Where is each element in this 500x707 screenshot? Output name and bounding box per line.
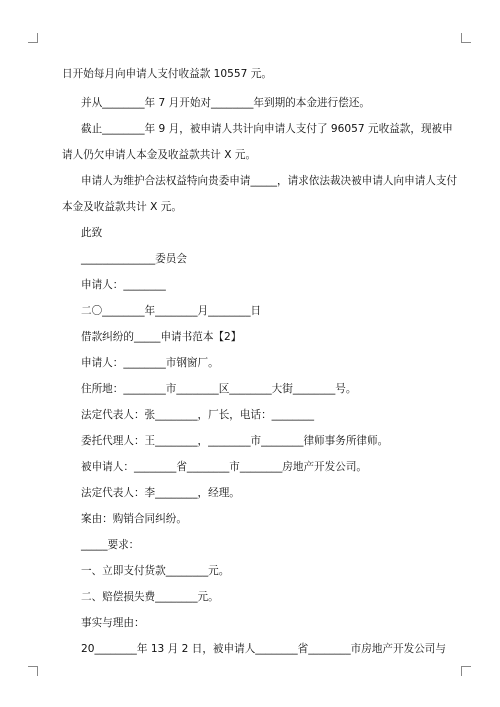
document-line: 20________年 13 月 2 日，被申请人________省________市房地产开发公司与 [81,643,446,655]
document-line: 申请人：________市钢窗厂。 [81,357,219,369]
document-line: 日开始每月向申请人支付收益款 10557 元。 [62,68,272,80]
document-line: _____要求： [81,539,140,551]
document-line: 事实与理由： [81,617,145,629]
document-line: 申请人：________ [81,279,166,291]
document-line: 本金及收益款共计 X 元。 [62,201,182,213]
page-corner-mark-top-right [461,33,471,43]
document-line: 此致 [81,227,103,239]
page-corner-mark-bottom-right [461,666,471,676]
document-line: 借款纠纷的_____申请书范本【2】 [81,331,242,343]
document-line: 委托代理人：王________，________市________律师事务所律师。 [81,435,389,447]
document-line: ______________委员会 [81,253,187,265]
document-line: 并从________年 7 月开始对________年到期的本金进行偿还。 [81,97,370,109]
page-corner-mark-bottom-left [28,666,38,676]
document-line: 一、立即支付货款________元。 [81,565,230,577]
document-line: 住所地：________市________区________大街________号。 [81,383,357,395]
document-line: 法定代表人：李________，经理。 [81,487,240,499]
document-line: 被申请人：________省________市________房地产开发公司。 [81,461,368,473]
document-line: 法定代表人：张________，厂长，电话：________ [81,409,315,421]
page-corner-mark-top-left [28,33,38,43]
document-line: 二、赔偿损失费________元。 [81,591,219,603]
document-line: 案由：购销合同纠纷。 [81,513,187,525]
document-line: 截止________年 9 月，被申请人共计向申请人支付了 96057 元收益款，现被申 [81,123,453,135]
document-line: 申请人为维护合法权益特向贵委申请_____，请求依法裁决被申请人向申请人支付 [81,175,458,187]
document-line: 请人仍欠申请人本金及收益款共计 X 元。 [62,149,257,161]
document-line: 二〇________年________月________日 [81,305,262,317]
